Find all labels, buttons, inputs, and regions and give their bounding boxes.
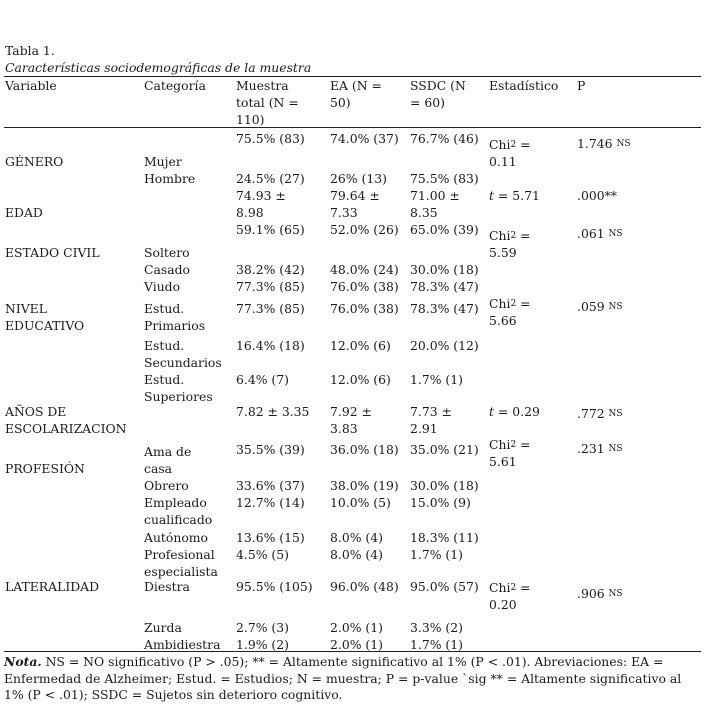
- cell-ssdc: 20.0% (12): [410, 338, 479, 353]
- cell-p: [577, 405, 623, 422]
- cell-ea: 2.0% (1): [330, 620, 383, 635]
- p-value: .231: [577, 441, 605, 456]
- cell-estadistico: [489, 579, 531, 596]
- row-categoria-line: Secundarios: [144, 355, 222, 370]
- cell-ssdc-line: 8.35: [410, 205, 438, 220]
- cell-estadistico: t = 0.29: [489, 404, 540, 419]
- row-categoria: Casado: [144, 262, 191, 277]
- cell-p: [577, 440, 623, 457]
- header-muestra-1: Muestra: [236, 78, 289, 93]
- stat-name: Chi: [489, 137, 511, 152]
- row-variable: EDAD: [5, 205, 43, 220]
- table-label: Tabla 1.: [5, 43, 55, 58]
- p-value: 1.746: [577, 136, 613, 151]
- header-ssdc-2: = 60): [410, 95, 445, 110]
- cell-muestra-line: 74.93 ±: [236, 188, 286, 203]
- row-categoria-line: Estud.: [144, 372, 185, 387]
- stat-equals: =: [516, 228, 531, 243]
- cell-muestra: 7.82 ± 3.35: [236, 404, 310, 419]
- cell-ssdc: 35.0% (21): [410, 442, 479, 457]
- cell-ea-line: 7.33: [330, 205, 358, 220]
- cell-ea: 48.0% (24): [330, 262, 399, 277]
- header-ea-1: EA (N =: [330, 78, 382, 93]
- cell-p: [577, 187, 617, 204]
- note-label: Nota.: [4, 654, 42, 669]
- header-p: P: [577, 78, 586, 93]
- cell-estadistico: [489, 436, 531, 453]
- cell-estadistico: [489, 227, 531, 244]
- row-categoria: Zurda: [144, 620, 182, 635]
- cell-p: [577, 585, 623, 602]
- p-significance: NS: [608, 589, 623, 599]
- cell-muestra: 16.4% (18): [236, 338, 305, 353]
- cell-ssdc: 78.3% (47): [410, 301, 479, 316]
- header-ea-2: 50): [330, 95, 351, 110]
- cell-p: [577, 135, 630, 152]
- row-categoria: Hombre: [144, 171, 196, 186]
- row-categoria: Diestra: [144, 579, 190, 594]
- cell-muestra: 33.6% (37): [236, 478, 305, 493]
- p-significance: NS: [608, 409, 623, 419]
- header-muestra-2: total (N =: [236, 95, 299, 110]
- stat-name: Chi: [489, 228, 511, 243]
- stat-exponent: 2: [510, 231, 517, 241]
- cell-estadistico-value: 5.66: [489, 313, 517, 328]
- row-categoria-line: Ama de: [144, 444, 192, 459]
- cell-ssdc: 75.5% (83): [410, 171, 479, 186]
- cell-estadistico: [489, 295, 531, 312]
- cell-muestra: 24.5% (27): [236, 171, 305, 186]
- row-categoria: Obrero: [144, 478, 189, 493]
- row-variable-line: ESCOLARIZACION: [5, 421, 127, 436]
- cell-ssdc: 30.0% (18): [410, 478, 479, 493]
- cell-ea-line: 79.64 ±: [330, 188, 380, 203]
- cell-ea: 12.0% (6): [330, 372, 391, 387]
- row-variable: LATERALIDAD: [5, 579, 100, 594]
- stat-name: Chi: [489, 580, 511, 595]
- header-variable: Variable: [5, 78, 57, 93]
- cell-ssdc: 15.0% (9): [410, 495, 471, 510]
- cell-ea: 38.0% (19): [330, 478, 399, 493]
- cell-estadistico-value: 0.20: [489, 597, 517, 612]
- cell-ea-line: 7.92 ±: [330, 404, 372, 419]
- cell-ea: 96.0% (48): [330, 579, 399, 594]
- cell-ssdc: 1.7% (1): [410, 547, 463, 562]
- cell-estadistico: [489, 136, 531, 153]
- row-categoria: Autónomo: [144, 530, 209, 545]
- row-variable: ESTADO CIVIL: [5, 245, 100, 260]
- cell-ea: 36.0% (18): [330, 442, 399, 457]
- stat-exponent: 2: [510, 440, 517, 450]
- header-muestra-3: 110): [236, 112, 265, 127]
- cell-ssdc: 18.3% (11): [410, 530, 479, 545]
- row-variable: PROFESIÓN: [5, 461, 85, 476]
- cell-ssdc: 30.0% (18): [410, 262, 479, 277]
- row-categoria-line: cualificado: [144, 512, 213, 527]
- cell-ea: 10.0% (5): [330, 495, 391, 510]
- p-value: .061: [577, 226, 605, 241]
- cell-estadistico-value: 0.11: [489, 154, 517, 169]
- cell-estadistico: t = 5.71: [489, 188, 540, 203]
- cell-ssdc-line: 2.91: [410, 421, 438, 436]
- cell-muestra: 77.3% (85): [236, 301, 305, 316]
- header-estadistico: Estadístico: [489, 78, 559, 93]
- row-categoria-line: Superiores: [144, 389, 213, 404]
- row-categoria: Mujer: [144, 154, 182, 169]
- cell-ssdc: 76.7% (46): [410, 131, 479, 146]
- header-ssdc-1: SSDC (N: [410, 78, 466, 93]
- p-significance: NS: [616, 139, 631, 149]
- cell-muestra: 13.6% (15): [236, 530, 305, 545]
- cell-muestra: 1.9% (2): [236, 637, 289, 652]
- cell-ssdc-line: 7.73 ±: [410, 404, 452, 419]
- cell-ssdc: 78.3% (47): [410, 279, 479, 294]
- cell-estadistico-value: 5.61: [489, 454, 517, 469]
- cell-ssdc: 1.7% (1): [410, 372, 463, 387]
- table-note: [4, 654, 701, 704]
- cell-ea: 52.0% (26): [330, 222, 399, 237]
- row-categoria-line: Empleado: [144, 495, 207, 510]
- cell-muestra: 2.7% (3): [236, 620, 289, 635]
- cell-ea: 76.0% (38): [330, 279, 399, 294]
- cell-ea: 12.0% (6): [330, 338, 391, 353]
- p-significance: NS: [608, 229, 623, 239]
- stat-exponent: 2: [510, 299, 517, 309]
- cell-muestra: 59.1% (65): [236, 222, 305, 237]
- cell-ssdc-line: 71.00 ±: [410, 188, 460, 203]
- row-categoria: Viudo: [144, 279, 181, 294]
- stat-name: Chi: [489, 296, 511, 311]
- cell-p: [577, 298, 623, 315]
- p-significance: NS: [608, 444, 623, 454]
- header-categoria: Categoría: [144, 78, 206, 93]
- stat-equals: =: [516, 137, 531, 152]
- row-categoria: Soltero: [144, 245, 190, 260]
- cell-muestra: 4.5% (5): [236, 547, 289, 562]
- cell-estadistico-value: 5.59: [489, 245, 517, 260]
- cell-ea: 26% (13): [330, 171, 387, 186]
- row-categoria-line: Estud.: [144, 338, 185, 353]
- stat-exponent: 2: [510, 583, 517, 593]
- row-categoria-line: especialista: [144, 564, 218, 579]
- row-categoria-line: Estud.: [144, 301, 185, 316]
- cell-muestra: 6.4% (7): [236, 372, 289, 387]
- cell-muestra: 38.2% (42): [236, 262, 305, 277]
- row-categoria: Ambidiestra: [144, 637, 221, 652]
- row-categoria-line: casa: [144, 461, 173, 476]
- cell-ea: 8.0% (4): [330, 530, 383, 545]
- cell-muestra: 35.5% (39): [236, 442, 305, 457]
- bottom-rule: [4, 651, 701, 652]
- stat-equals: =: [516, 296, 531, 311]
- cell-ssdc: 3.3% (2): [410, 620, 463, 635]
- row-variable-line: EDUCATIVO: [5, 318, 85, 333]
- stat-name: Chi: [489, 437, 511, 452]
- p-value: .059: [577, 299, 605, 314]
- p-value: .000**: [577, 188, 617, 203]
- stat-equals: =: [516, 580, 531, 595]
- row-categoria-line: Primarios: [144, 318, 206, 333]
- cell-ea-line: 3.83: [330, 421, 358, 436]
- row-variable-line: NIVEL: [5, 301, 47, 316]
- cell-muestra-line: 8.98: [236, 205, 264, 220]
- cell-p: [577, 225, 623, 242]
- cell-muestra: 95.5% (105): [236, 579, 313, 594]
- cell-ea: 76.0% (38): [330, 301, 399, 316]
- cell-ssdc: 95.0% (57): [410, 579, 479, 594]
- note-text: NS = NO significativo (P > .05); ** = Altamente significativo al 1% (P < .01). Abreviaciones: EA = Enfermedad de Alzheimer; Estud. = Estudios; N = muestra; P = p-value `sig ** = Altamente significativo al 1% (P < .01); SSDC = Sujetos sin deterioro cognitivo.: [4, 654, 682, 702]
- cell-muestra: 75.5% (83): [236, 131, 305, 146]
- cell-ea: 2.0% (1): [330, 637, 383, 652]
- cell-ea: 74.0% (37): [330, 131, 399, 146]
- header-rule: [4, 127, 701, 128]
- p-value: .906: [577, 586, 605, 601]
- p-value: .772: [577, 406, 605, 421]
- table-caption: Características sociodemográficas de la muestra: [5, 60, 312, 75]
- cell-muestra: 12.7% (14): [236, 495, 305, 510]
- row-variable: GÉNERO: [5, 154, 64, 169]
- row-categoria-line: Profesional: [144, 547, 215, 562]
- cell-muestra: 77.3% (85): [236, 279, 305, 294]
- row-variable-line: AÑOS DE: [5, 404, 67, 419]
- cell-ssdc: 65.0% (39): [410, 222, 479, 237]
- cell-ea: 8.0% (4): [330, 547, 383, 562]
- stat-equals: =: [516, 437, 531, 452]
- p-significance: NS: [608, 302, 623, 312]
- stat-exponent: 2: [510, 140, 517, 150]
- cell-ssdc: 1.7% (1): [410, 637, 463, 652]
